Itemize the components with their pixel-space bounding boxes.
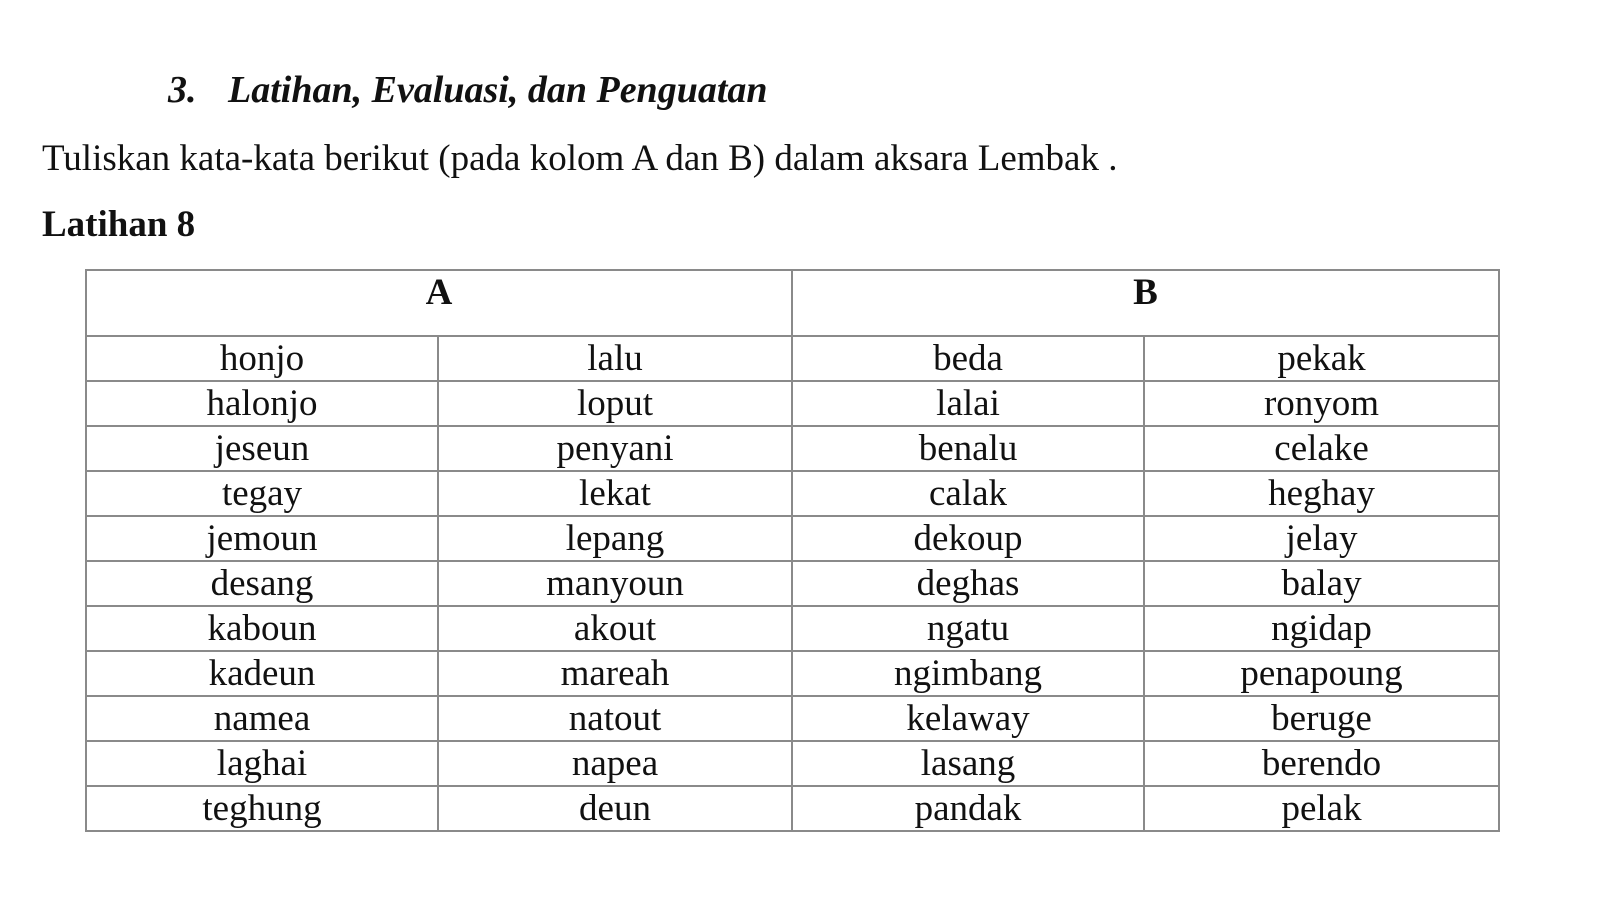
table-row (86, 606, 1499, 651)
table-cell: ngidap (1144, 606, 1499, 651)
table-cell: honjo (86, 336, 438, 381)
table-cell: lalai (792, 381, 1144, 426)
table-cell: lepang (438, 516, 792, 561)
table-cell: natout (438, 696, 792, 741)
table-cell: kadeun (86, 651, 438, 696)
table-cell: jemoun (86, 516, 438, 561)
table-row (86, 741, 1499, 786)
table-cell: napea (438, 741, 792, 786)
table-row (86, 336, 1499, 381)
table-cell: calak (792, 471, 1144, 516)
table-cell: kaboun (86, 606, 438, 651)
table-cell: mareah (438, 651, 792, 696)
table-cell: lekat (438, 471, 792, 516)
table-cell: tegay (86, 471, 438, 516)
table-cell: laghai (86, 741, 438, 786)
table-row (86, 516, 1499, 561)
exercise-title: Latihan 8 (42, 204, 196, 245)
table-cell: ngimbang (792, 651, 1144, 696)
word-table (85, 269, 1500, 832)
table-cell: berendo (1144, 741, 1499, 786)
table-cell: deun (438, 786, 792, 831)
table-cell: jelay (1144, 516, 1499, 561)
table-cell: penapoung (1144, 651, 1499, 696)
table-cell: pekak (1144, 336, 1499, 381)
table-cell: akout (438, 606, 792, 651)
table-cell: manyoun (438, 561, 792, 606)
table-row (86, 426, 1499, 471)
table-cell: balay (1144, 561, 1499, 606)
table-cell: teghung (86, 786, 438, 831)
table-cell: beruge (1144, 696, 1499, 741)
table-header-row (86, 270, 1499, 336)
section-number: 3. (168, 69, 197, 111)
table-cell: lalu (438, 336, 792, 381)
section-heading (168, 66, 768, 114)
column-header-b: B (792, 270, 1499, 336)
table-cell: namea (86, 696, 438, 741)
table-row (86, 696, 1499, 741)
table-cell: ronyom (1144, 381, 1499, 426)
table-cell: lasang (792, 741, 1144, 786)
instruction-text: Tuliskan kata-kata berikut (pada kolom A dan B) dalam aksara Lembak . (42, 138, 1118, 179)
table-row (86, 561, 1499, 606)
table-cell: deghas (792, 561, 1144, 606)
table-cell: halonjo (86, 381, 438, 426)
column-header-a: A (86, 270, 792, 336)
table-cell: benalu (792, 426, 1144, 471)
table-cell: desang (86, 561, 438, 606)
table-cell: ngatu (792, 606, 1144, 651)
table-cell: heghay (1144, 471, 1499, 516)
table-cell: beda (792, 336, 1144, 381)
table-row (86, 381, 1499, 426)
table-cell: kelaway (792, 696, 1144, 741)
table-row (86, 651, 1499, 696)
table-cell: loput (438, 381, 792, 426)
table-cell: celake (1144, 426, 1499, 471)
table-cell: pandak (792, 786, 1144, 831)
table-cell: jeseun (86, 426, 438, 471)
section-title: Latihan, Evaluasi, dan Penguatan (228, 69, 768, 111)
table-cell: pelak (1144, 786, 1499, 831)
table-cell: dekoup (792, 516, 1144, 561)
table-body (86, 336, 1499, 831)
table-row (86, 471, 1499, 516)
table-cell: penyani (438, 426, 792, 471)
table-row (86, 786, 1499, 831)
